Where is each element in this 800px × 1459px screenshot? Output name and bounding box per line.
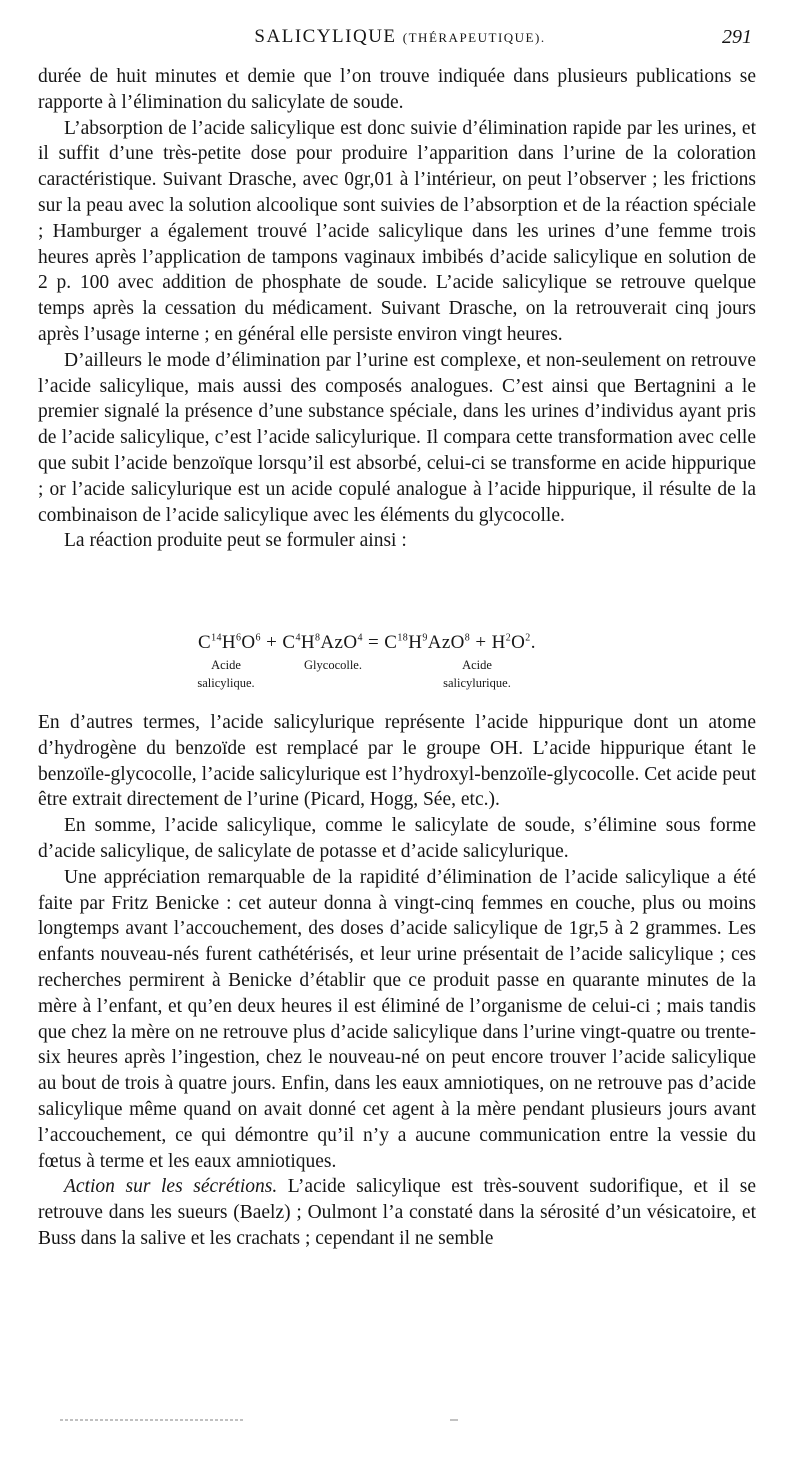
label-line: Acide <box>462 658 492 672</box>
formula-element: H <box>491 632 506 653</box>
paragraph: En d’autres termes, l’acide salicylurique représente l’acide hippurique dont un atome d’hydrogène du benzoïde est remplacé par le groupe OH. L’acide hippurique étant le benzoïle-glycocolle, l’acide salicylurique est l’hydroxyl-benzoïle-glycocolle. Cet acide peut être extrait directement de l’urine (Picard, Hogg, Sée, etc.). <box>38 712 756 811</box>
equation-label <box>186 656 266 692</box>
formula-operator: = <box>362 632 385 653</box>
formula-element: H <box>408 632 423 653</box>
formula-subscript: 4 <box>295 632 301 644</box>
formula-subscript: 18 <box>397 632 409 644</box>
label-line: salicylurique. <box>443 676 511 690</box>
paragraph: durée de huit minutes et demie que l’on trouve indiquée dans plusieurs publications se rapporte à l’élimination du salicylate de soude. <box>38 66 756 113</box>
equation-labels <box>198 656 638 696</box>
chemical-equation <box>198 632 638 696</box>
paragraph-text: L’acide salicylique est très-souvent sudorifique, et il se retrouve dans les sueurs (Baelz) ; Oulmont l’a constaté dans la sérosité d’un vésicatoire, et Buss dans la salive et les crachats ; cependant il ne semble <box>38 1176 756 1249</box>
formula-element: C <box>384 632 398 653</box>
formula-element: H <box>300 632 315 653</box>
running-title <box>0 26 800 48</box>
label-line: Glycocolle. <box>304 658 362 672</box>
formula-element: AzO <box>320 632 358 653</box>
formula-subscript: 14 <box>211 632 222 644</box>
formula-element: H <box>221 632 237 653</box>
text-block-top <box>38 64 756 554</box>
formula-subscript: 6 <box>255 632 261 644</box>
formula-subscript: 9 <box>422 632 428 644</box>
equation-label <box>278 656 388 674</box>
footer-print-marks <box>60 1418 470 1422</box>
equation-label <box>422 656 532 692</box>
paragraph: La réaction produite peut se formuler ainsi : <box>64 530 407 552</box>
formula-punctuation: . <box>530 632 536 653</box>
running-head <box>0 26 800 56</box>
formula-element: C <box>282 632 296 653</box>
equation-line <box>198 632 638 654</box>
paragraph: Une appréciation remarquable de la rapidité d’élimination de l’acide salicylique a été faite par Fritz Benicke : cet auteur donna à vingt-cinq femmes en couche, plus ou moins longtemps avant l’accouchement, des doses d’acide salicylique de 1gr,5 à 2 grammes. Les enfants nouveau-nés furent cathétérisés, et leur urine présentait de l’acide salicylique ; ces recherches permirent à Benicke d’établir que ce produit passe en quarante minutes de la mère à l’enfant, et qu’en deux heures il est éliminé de l’organisme de celui-ci ; mais tandis que chez la mère on ne retrouve plus d’acide salicylique dans l’urine vingt-quatre ou trente-six heures après l’ingestion, chez le nouveau-né on peut encore trouver l’acide salicylique au bout de trois à quatre jours. Enfin, dans les eaux amniotiques, on ne retrouve pas d’acide salicylique même quand on avait donné cet agent à la mère pendant plusieurs jours avant l’accouchement, ce qui démontre qu’il n’y a aucune communication entre la vessie du fœtus à terme et les eaux amniotiques. <box>38 866 756 1172</box>
running-title-subtitle: (THÉRAPEUTIQUE). <box>402 30 546 45</box>
formula-element: AzO <box>427 632 465 653</box>
formula-subscript: 4 <box>357 632 363 644</box>
formula-subscript: 8 <box>314 632 321 644</box>
label-line: salicylique. <box>197 676 255 690</box>
formula-element: O <box>511 632 526 653</box>
formula-subscript: 8 <box>464 632 471 644</box>
paragraph: L’absorption de l’acide salicylique est donc suivie d’élimination rapide par les urines, et il suffit d’une très-petite dose pour produire l’apparition dans l’urine de la coloration caractéristique. Suivant Drasche, avec 0gr,01 à l’intérieur, on peut l’observer ; les frictions sur la peau avec la solution alcoolique sont suivies de l’absorption et de la réaction spéciale ; Hamburger a également trouvé l’acide salicylique dans les urines d’une femme trois heures après l’application de tampons vaginaux imbibés d’acide salicylique en solution de 2 p. 100 avec addition de phosphate de soude. L’acide salicylique se retrouve quelque temps après la cessation du médicament. Suivant Drasche, on la retrouverait cinq jours après l’usage interne ; en général elle persiste environ vingt heures. <box>38 117 756 345</box>
formula-operator: + <box>470 632 492 653</box>
formula-subscript: 2 <box>505 632 512 644</box>
formula-subscript: 2 <box>525 632 531 644</box>
paragraph <box>38 1174 756 1251</box>
text-block-bottom <box>38 710 756 1252</box>
formula-subscript: 6 <box>236 632 242 644</box>
formula-element: O <box>241 632 256 653</box>
page-number: 291 <box>722 26 752 48</box>
section-heading: Action sur les sécrétions. <box>64 1176 278 1198</box>
formula-operator: + <box>260 632 283 653</box>
running-title-main: SALICYLIQUE <box>254 26 397 47</box>
formula-element: C <box>198 632 212 653</box>
paragraph: D’ailleurs le mode d’élimination par l’urine est complexe, et non-seulement on retrouve l’acide salicylique, mais aussi des composés analogues. C’est ainsi que Bertagnini a le premier signalé la présence d’une substance spéciale, dans les urines d’individus ayant pris de l’acide salicylique, c’est l’acide salicylurique. Il compara cette transformation avec celle que subit l’acide benzoïque lorsqu’il est absorbé, celui-ci se transforme en acide hippurique ; or l’acide salicylurique est un acide copulé analogue à l’acide hippurique, il résulte de la combinaison de l’acide salicylique avec les éléments du glycocolle. <box>38 349 756 526</box>
label-line: Acide <box>211 658 241 672</box>
paragraph: En somme, l’acide salicylique, comme le salicylate de soude, s’élimine sous forme d’acide salicylique, de salicylate de potasse et d’acide salicylurique. <box>38 815 756 862</box>
